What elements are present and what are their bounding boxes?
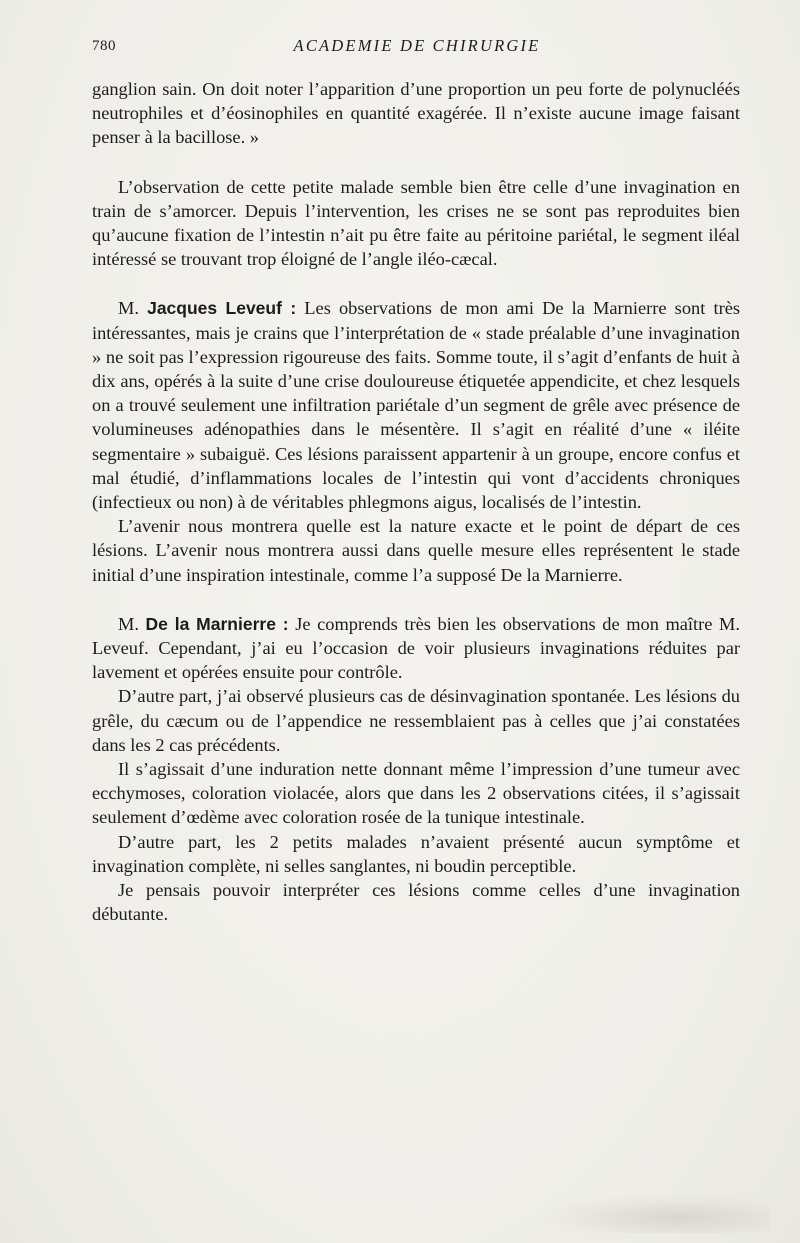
speaker-title: M. [118,298,139,319]
page-smudge [540,1195,770,1233]
paragraph-induration: Il s’agissait d’une induration nette donnant même l’impression d’une tumeur avec ecchymoses, coloration violacée, alors que dans les 2 observations citées, il s’agissait seulement d’œdème avec coloration rosée de la tunique intestinale. [92,759,740,828]
paragraph-conclusion: Je pensais pouvoir interpréter ces lésions comme celles d’une invagination débutante. [92,880,740,925]
body-text [92,77,740,927]
paragraph-symptoms: D’autre part, les 2 petits malades n’avaient présenté aucun symptôme et invagination complète, ni selles sanglantes, ni boudin perceptible. [92,831,740,876]
speaker-name: Jacques Leveuf : [147,298,297,319]
paragraph-leveuf-remark [92,296,740,514]
paragraph-text: Les observations de mon ami De la Marnierre sont très intéressantes, mais je crains que l’interprétation de « stade préalable d’une invagination » ne soit pas l’expression rigoureuse des faits. Somme toute, il s’agit d’enfants de huit à dix ans, opérés à la suite d’une crise douloureuse étiquetée appendicite, et chez lesquels on a trouvé seulement une infiltration pariétale d’un segment de grêle avec présence de volumineuses adénopathies dans le mésentère. Il s’agit en réalité d’une « iléite segmentaire » subaiguë. Ces lésions paraissent appartenir à un groupe, encore confus et mal étudié, d’inflammations locales de l’intestin qui vont d’accidents chroniques (infectieux ou non) à de véritables phlegmons aigus, localisés de l’intestin. [92,298,741,513]
paragraph-observation: L’observation de cette petite malade semble bien être celle d’une invagination en train de s’amorcer. Depuis l’intervention, les crises ne se sont pas reproduites bien qu’aucune fixation de l’intestin n’ait pu être faite au péritoine pariétal, le segment iléal intéressé se trouvant trop éloigné de l’angle iléo-cæcal. [92,176,740,270]
page-header [92,36,742,60]
speaker-title: M. [118,613,139,634]
paragraph-leveuf-avenir: L’avenir nous montrera quelle est la nature exacte et le point de départ de ces lésions. L’avenir nous montrera aussi dans quelle mesure elles représentent le stade initial d’une inspiration intestinale, comme l’a supposé De la Marnierre. [92,516,740,585]
speaker-name: De la Marnierre : [145,613,289,634]
running-title: ACADEMIE DE CHIRURGIE [293,36,541,55]
paragraph-continuation: ganglion sain. On doit noter l’apparition d’une proportion un peu forte de polynucléés neutrophiles et d’éosinophiles en quantité exagérée. Il n’existe aucune image faisant penser à la bacillose. » [92,79,740,148]
paragraph-desinvagination: D’autre part, j’ai observé plusieurs cas de désinvagination spontanée. Les lésions du grêle, du cæcum ou de l’appendice ne ressemblaient pas à celles que j’ai constatées dans les 2 cas précédents. [92,686,740,755]
paragraph-text: Je comprends très bien les observations de mon maître M. Leveuf. Cependant, j’ai eu l’occasion de voir plusieurs invaginations réduites par lavement et opérées ensuite pour contrôle. [92,613,740,683]
paragraph-marnierre-reply [92,612,740,685]
page-number: 780 [92,38,116,54]
